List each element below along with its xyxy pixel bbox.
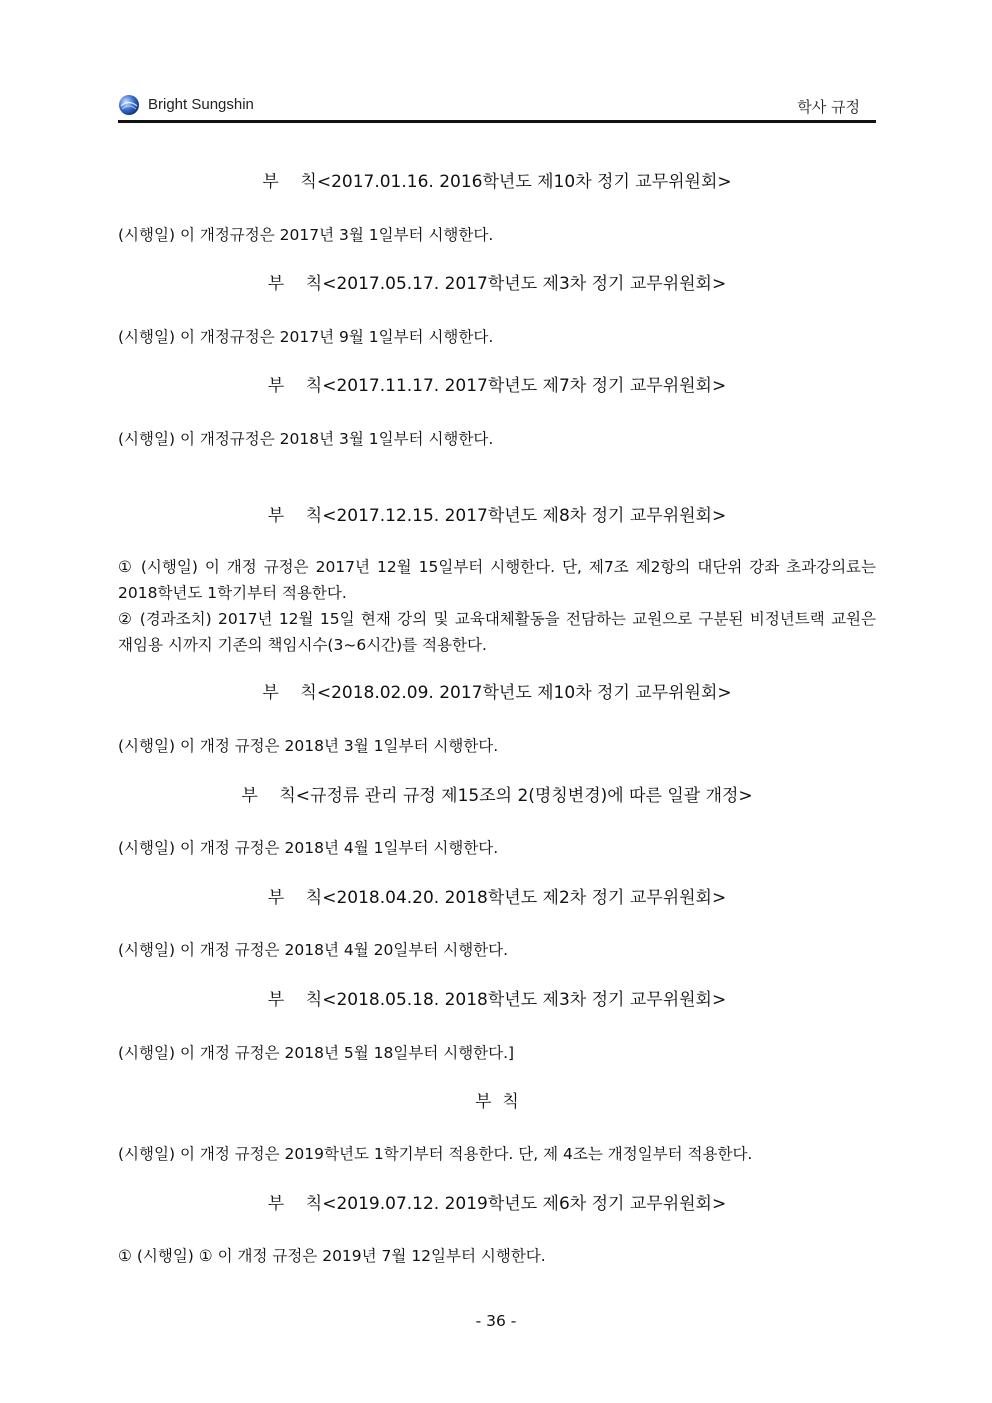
header-divider [118, 120, 876, 123]
appendix-heading: 부 칙<2018.04.20. 2018학년도 제2차 정기 교무위원회> [267, 888, 727, 908]
document-type: 학사 규정 [797, 98, 860, 116]
appendix-paragraph: (시행일) 이 개정규정은 2017년 9월 1일부터 시행한다. [118, 328, 494, 346]
appendix-paragraph: ① (시행일) ① 이 개정 규정은 2019년 7월 12일부터 시행한다. [118, 1247, 546, 1265]
appendix-paragraph: ① (시행일) 이 개정 규정은 2017년 12월 15일부터 시행한다. 단, 제7조 제2항의 대단위 강좌 초과강의료는 2018학년도 1학기부터 적용한다. ② (경과조치) 2017년 12월 15일 현재 강의 및 교육대체활동을 전담하는 교원으로 구분된 비정년트랙 교원은 재임용 시까지 기존의 책임시수(3~6시간)를 적용한다. [118, 558, 876, 654]
appendix-paragraph: (시행일) 이 개정 규정은 2018년 4월 20일부터 시행한다. [118, 941, 509, 959]
appendix-heading: 부 칙<2019.07.12. 2019학년도 제6차 정기 교무위원회> [267, 1194, 727, 1214]
appendix-heading: 부 칙<규정류 관리 규정 제15조의 2(명칭변경)에 따른 일괄 개정> [241, 786, 753, 806]
appendix-heading: 부 칙<2017.11.17. 2017학년도 제7차 정기 교무위원회> [267, 376, 727, 396]
appendix-heading: 부 칙 [475, 1092, 519, 1112]
appendix-paragraph: (시행일) 이 개정 규정은 2018년 3월 1일부터 시행한다. [118, 737, 499, 755]
appendix-heading: 부 칙<2018.02.09. 2017학년도 제10차 정기 교무위원회> [262, 683, 732, 703]
page-number: - 36 - [475, 1312, 517, 1330]
appendix-paragraph: (시행일) 이 개정규정은 2017년 3월 1일부터 시행한다. [118, 226, 494, 244]
appendix-paragraph: (시행일) 이 개정 규정은 2018년 4월 1일부터 시행한다. [118, 839, 499, 857]
appendix-heading: 부 칙<2017.12.15. 2017학년도 제8차 정기 교무위원회> [267, 506, 727, 526]
appendix-heading: 부 칙<2018.05.18. 2018학년도 제3차 정기 교무위원회> [267, 990, 727, 1010]
globe-logo-icon [118, 94, 140, 116]
appendix-heading: 부 칙<2017.05.17. 2017학년도 제3차 정기 교무위원회> [267, 274, 727, 294]
appendix-heading: 부 칙<2017.01.16. 2016학년도 제10차 정기 교무위원회> [262, 172, 732, 192]
appendix-paragraph: (시행일) 이 개정 규정은 2019학년도 1학기부터 적용한다. 단, 제 4조는 개정일부터 적용한다. [118, 1145, 753, 1163]
appendix-paragraph: (시행일) 이 개정규정은 2018년 3월 1일부터 시행한다. [118, 430, 494, 448]
appendix-paragraph: (시행일) 이 개정 규정은 2018년 5월 18일부터 시행한다.] [118, 1044, 515, 1062]
brand-name: Bright Sungshin [148, 96, 254, 113]
page-header [118, 92, 876, 120]
